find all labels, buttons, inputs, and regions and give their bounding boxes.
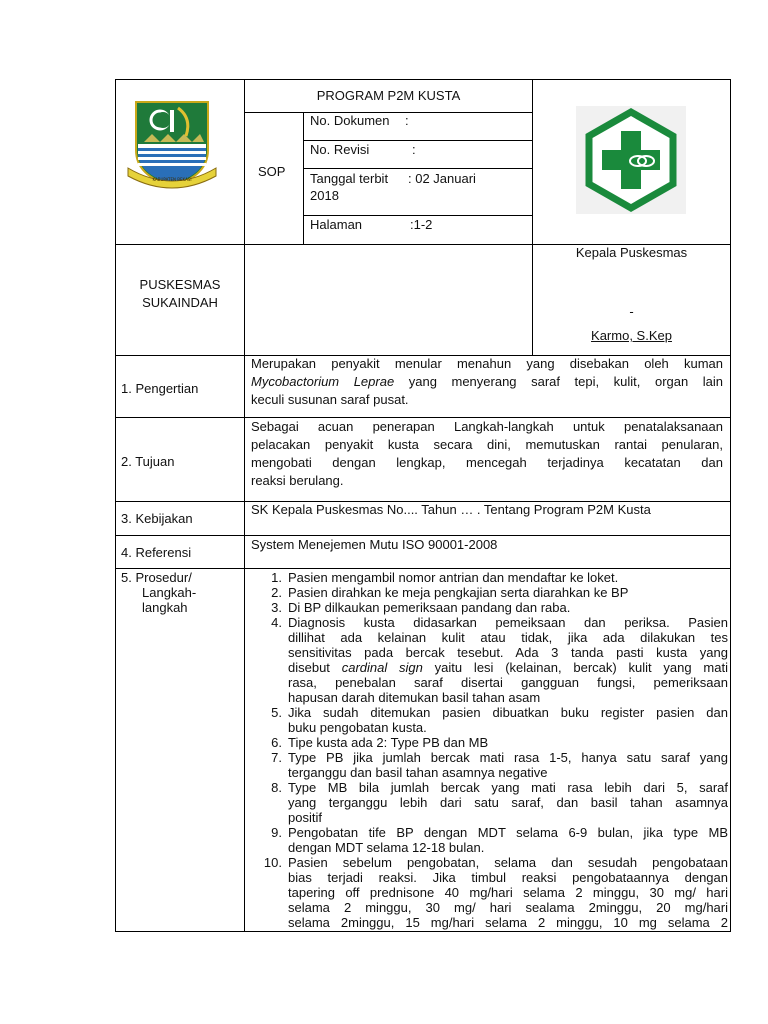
table-border-top bbox=[115, 79, 731, 80]
procedure-step-line: terganggu dan basil tahan asamnya negative bbox=[288, 765, 548, 780]
procedure-step-line: hapusan darah ditemukan basil tahan asam bbox=[288, 690, 541, 705]
issue-date-label: Tanggal terbit bbox=[310, 171, 389, 186]
revision-value: : bbox=[412, 142, 416, 157]
section-label-kebijakan: 3. Kebijakan bbox=[121, 511, 193, 526]
procedure-step-line: yang terganggu lebih dari satu saraf, dan basil tahan asamnya bbox=[288, 795, 728, 810]
procedure-step-line: selama 2minggu, 15 mg/hari selama 2 minggu, 10 mg selama 2 bbox=[288, 915, 728, 930]
section-label-prosedur-line3: langkah bbox=[142, 600, 188, 615]
procedure-step bbox=[250, 855, 728, 930]
pengertian-line3: keculi susunan saraf pusat. bbox=[251, 392, 409, 407]
procedure-step bbox=[250, 780, 728, 825]
program-title: PROGRAM P2M KUSTA bbox=[316, 88, 461, 103]
tujuan-line3: mengobati dengan lengkap, mencegah terjadinya kecatatan dan bbox=[251, 455, 723, 470]
doc-no-value: : bbox=[405, 113, 409, 128]
procedure-step bbox=[250, 705, 728, 735]
procedure-step-line: Diagnosis kusta didasarkan pemeiksaan dan periksa. Pasien bbox=[288, 615, 728, 630]
section-label-prosedur-line1: 5. Prosedur/ bbox=[121, 570, 192, 585]
procedure-step-number: 9. bbox=[271, 825, 282, 840]
procedure-step-line: Type PB jika jumlah bercak mati rasa 1-5, hanya satu saraf yang bbox=[288, 750, 728, 765]
row-line-tujuan bbox=[115, 417, 731, 418]
procedure-step-line: sensitivitas pada bercak tesebut. Ada 3 tanda pasti kusta yang bbox=[288, 645, 728, 660]
procedure-steps-list bbox=[250, 570, 728, 930]
sop-label: SOP bbox=[258, 164, 286, 179]
procedure-step-line: Pasien sebelum pengobatan, selama dan sesudah pengobataan bbox=[288, 855, 728, 870]
procedure-step bbox=[250, 750, 728, 780]
procedure-term: cardinal sign bbox=[341, 660, 423, 675]
table-border-left bbox=[115, 79, 116, 932]
procedure-step bbox=[250, 585, 728, 600]
procedure-step-number: 8. bbox=[271, 780, 282, 795]
procedure-step-number: 1. bbox=[271, 570, 282, 585]
tujuan-line2: pelacakan penyakit kusta secara dini, memutuskan rantai penularan, bbox=[251, 437, 723, 452]
procedure-steps-clip bbox=[245, 570, 731, 931]
row-line-prosedur bbox=[115, 568, 731, 569]
page-value: :1-2 bbox=[410, 217, 433, 232]
procedure-step bbox=[250, 570, 728, 585]
head-title: Kepala Puskesmas bbox=[575, 245, 688, 260]
organization-name-line2: SUKAINDAH bbox=[142, 295, 218, 310]
procedure-step-line: Jika sudah ditemukan pasien dibuatkan buku register pasien dan bbox=[288, 705, 728, 720]
procedure-step-line: tapering off prednisone 40 mg/hari selama 2 minggu, 30 mg/ hari bbox=[288, 885, 728, 900]
tujuan-line1: Sebagai acuan penerapan Langkah-langkah untuk penatalaksanaan bbox=[251, 419, 723, 434]
procedure-step-line: buku pengobatan kusta. bbox=[288, 720, 427, 735]
puskesmas-logo bbox=[576, 106, 686, 214]
issue-date-value: : 02 Januari bbox=[408, 171, 476, 186]
procedure-step-line: disebut cardinal sign yaitu lesi (kelainan, bercak) kulit yang mati bbox=[288, 660, 728, 675]
field-row-line-2 bbox=[303, 168, 533, 169]
procedure-step-number: 4. bbox=[271, 615, 282, 630]
table-border-bottom bbox=[115, 931, 731, 932]
procedure-step-number: 3. bbox=[271, 600, 282, 615]
organization-name-line1: PUSKESMAS bbox=[139, 277, 221, 292]
issue-date-year: 2018 bbox=[310, 188, 339, 203]
pengertian-species-name: Mycobactorium Leprae bbox=[251, 374, 395, 389]
procedure-step-line: Tipe kusta ada 2: Type PB dan MB bbox=[288, 735, 489, 750]
section-label-tujuan: 2. Tujuan bbox=[121, 454, 175, 469]
procedure-step-line: Di BP dilkaukan pemeriksaan pandang dan raba. bbox=[288, 600, 571, 615]
procedure-step-line: Pasien dirahkan ke meja pengkajian serta diarahkan ke BP bbox=[288, 585, 629, 600]
procedure-step-number: 6. bbox=[271, 735, 282, 750]
coat-of-arms-logo bbox=[124, 98, 220, 190]
page-label: Halaman bbox=[310, 217, 363, 232]
procedure-step bbox=[250, 735, 728, 750]
section-label-pengertian: 1. Pengertian bbox=[121, 381, 199, 396]
tujuan-line4: reaksi berulang. bbox=[251, 473, 344, 488]
procedure-step-line: positif bbox=[288, 810, 322, 825]
row-line-referensi bbox=[115, 535, 731, 536]
sop-field-divider bbox=[303, 112, 304, 245]
pengertian-line2 bbox=[251, 374, 723, 390]
pengertian-line2-text: yang menyerang saraf tepi, kulit, organ lain bbox=[394, 374, 724, 389]
revision-label: No. Revisi bbox=[310, 142, 370, 157]
procedure-step bbox=[250, 825, 728, 855]
procedure-step-line: dengan MDT selama 12-18 bulan. bbox=[288, 840, 485, 855]
procedure-step-number: 10. bbox=[263, 855, 282, 870]
coat-of-arms-ribbon-text: KABUPATEN BEKASI bbox=[152, 177, 192, 182]
procedure-step bbox=[250, 615, 728, 705]
procedure-step-line: Pengobatan tife BP dengan MDT selama 6-9 bulan, jika type MB bbox=[288, 825, 728, 840]
referensi-text: System Menejemen Mutu ISO 90001-2008 bbox=[251, 537, 498, 552]
section-label-prosedur-line2: Langkah- bbox=[142, 585, 197, 600]
procedure-step bbox=[250, 600, 728, 615]
head-name: Karmo, S.Kep bbox=[591, 328, 672, 343]
procedure-step-line: Pasien mengambil nomor antrian dan mendaftar ke loket. bbox=[288, 570, 619, 585]
procedure-step-line: Type MB bila jumlah bercak yang mati rasa lebih dari 5, saraf bbox=[288, 780, 728, 795]
field-row-line-1 bbox=[303, 140, 533, 141]
procedure-step-number: 5. bbox=[271, 705, 282, 720]
procedure-step-number: 2. bbox=[271, 585, 282, 600]
procedure-step-line: dillihat ada kelainan kulit atau tidak, jika ada dilakukan tes bbox=[288, 630, 728, 645]
head-signature-dash: - bbox=[629, 304, 634, 319]
procedure-step-line: rasa, penebalan saraf disertai gangguan fungsi, pemeriksaan bbox=[288, 675, 728, 690]
doc-no-label: No. Dokumen bbox=[310, 113, 390, 128]
field-row-line-3 bbox=[303, 215, 533, 216]
kebijakan-text: SK Kepala Puskesmas No.... Tahun … . Tentang Program P2M Kusta bbox=[251, 502, 651, 517]
procedure-step-number: 7. bbox=[271, 750, 282, 765]
pengertian-line1: Merupakan penyakit menular menahun yang disebakan oleh kuman bbox=[251, 356, 723, 371]
procedure-step-line: selama 2 minggu, 30 mg/ hari sealama 2minggu, 20 mg/hari bbox=[288, 900, 728, 915]
procedure-step-line: bias terjadi reaksi. Jika timbul reaksi pengobataannya dengan bbox=[288, 870, 728, 885]
section-label-referensi: 4. Referensi bbox=[121, 545, 192, 560]
